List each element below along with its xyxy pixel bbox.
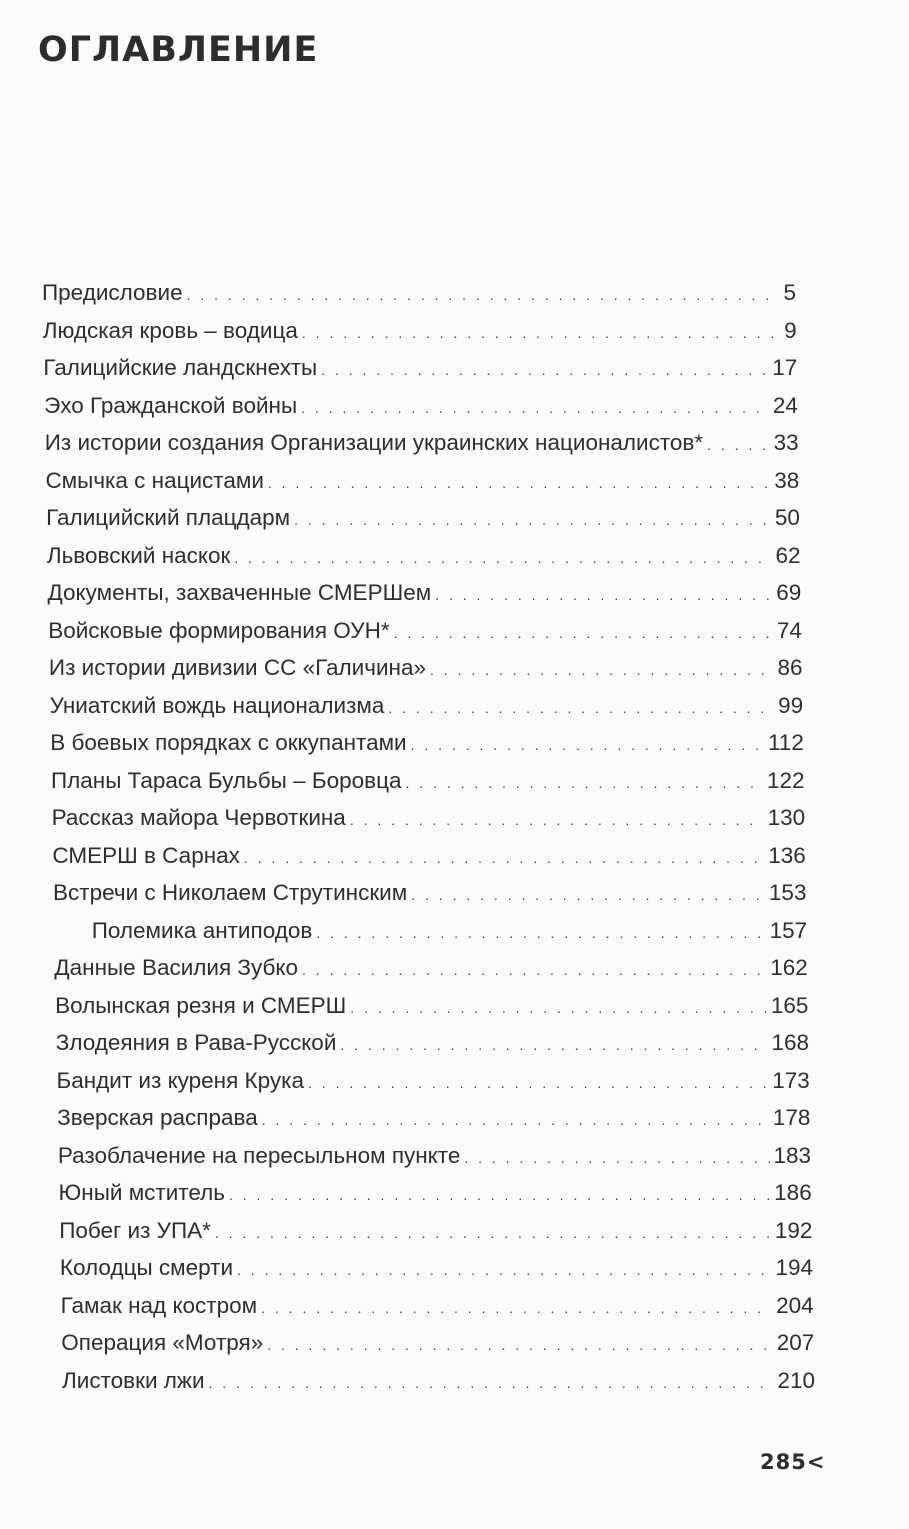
toc-entry-page: 17 <box>772 355 798 381</box>
toc-entry-title: Бандит из куреня Крука <box>56 1067 305 1093</box>
toc-entry-page: 9 <box>784 317 797 343</box>
toc-leader-dots <box>435 587 772 603</box>
toc-leader-dots <box>215 1225 771 1241</box>
toc-entry-title: Юный мститель <box>58 1180 225 1206</box>
toc-entry-title: Униатский вождь национализма <box>49 692 385 718</box>
toc-entry <box>61 1293 814 1325</box>
toc-leader-dots <box>406 775 763 791</box>
toc-entry-title: Полемика антиподов <box>91 917 313 943</box>
toc-leader-dots <box>262 1112 769 1128</box>
toc-entry <box>60 1255 813 1287</box>
toc-entry-title: Злодеяния в Рава-Русской <box>55 1030 337 1056</box>
toc-entry <box>45 430 799 462</box>
toc-entry-title: Планы Тараса Бульбы – Боровца <box>50 767 402 793</box>
toc-leader-dots <box>244 850 764 866</box>
toc-entry-page: 38 <box>774 467 800 493</box>
toc-leader-dots <box>707 437 769 453</box>
toc-leader-dots <box>394 625 773 641</box>
toc-entry-title: Предисловие <box>42 280 183 305</box>
toc-entry-page: 194 <box>775 1255 814 1281</box>
toc-leader-dots <box>187 287 780 303</box>
toc-entry-page: 69 <box>776 580 802 606</box>
toc-entry-title: Операция «Мотря» <box>61 1330 264 1356</box>
toc-entry <box>43 355 797 387</box>
toc-leader-dots <box>340 1037 767 1053</box>
toc-leader-dots <box>302 325 780 341</box>
toc-entry-title: Встречи с Николаем Струтинским <box>53 880 408 906</box>
toc-entry-title: Разоблачение на пересыльном пункте <box>57 1142 461 1168</box>
toc-entry-page: 74 <box>776 617 802 643</box>
toc-entry-title: Галицийский плацдарм <box>46 505 291 531</box>
toc-entry <box>46 505 800 537</box>
page-number: 285< <box>760 1450 826 1474</box>
toc-entry <box>48 580 802 612</box>
toc-entry <box>50 693 804 725</box>
toc-entry <box>49 655 803 687</box>
toc-entry-title: Рассказ майора Червоткина <box>51 805 346 831</box>
toc-entry <box>45 468 799 500</box>
toc-entry-title: В боевых порядках с оккупантами <box>50 730 407 756</box>
toc-entry-page: 204 <box>776 1292 814 1318</box>
toc-entry-page: 183 <box>773 1142 812 1168</box>
toc-leader-dots <box>229 1187 770 1203</box>
toc-entry-title: Колодцы смерти <box>59 1255 234 1281</box>
toc-leader-dots <box>350 1000 767 1016</box>
toc-entry-title: СМЕРШ в Сарнах <box>52 842 240 868</box>
toc-entry-page: 192 <box>774 1217 813 1243</box>
toc-entry-page: 162 <box>770 955 808 981</box>
toc-entry <box>92 918 807 950</box>
toc-entry-title: Смычка с нацистами <box>45 467 264 493</box>
toc-entry-title: Волынская резня и СМЕРШ <box>55 992 347 1018</box>
toc-entry-title: Из истории дивизии СС «Галичина» <box>48 655 426 681</box>
toc-entry <box>52 805 806 837</box>
toc-entry <box>42 280 796 312</box>
toc-entry <box>48 618 802 650</box>
toc-leader-dots <box>294 512 771 528</box>
toc-entry-page: 210 <box>777 1368 815 1393</box>
toc-entry <box>55 993 808 1025</box>
toc-entry <box>53 880 806 912</box>
toc-leader-dots <box>301 400 769 416</box>
toc-leader-dots <box>388 700 774 716</box>
toc-entry <box>61 1330 814 1362</box>
toc-leader-dots <box>350 812 764 828</box>
toc-entry-page: 186 <box>774 1180 812 1206</box>
toc-entry-page: 62 <box>775 542 801 568</box>
toc-entry-title: Львовский наскок <box>46 542 231 568</box>
toc-entry-page: 99 <box>778 692 804 718</box>
toc-entry-title: Документы, захваченные СМЕРШем <box>47 580 432 606</box>
toc-entry <box>47 543 801 575</box>
toc-leader-dots <box>261 1300 772 1316</box>
toc-entry-page: 168 <box>771 1030 810 1056</box>
toc-leader-dots <box>411 887 765 903</box>
toc-entry <box>43 318 797 350</box>
toc-entry-page: 112 <box>767 730 804 756</box>
toc-entry-page: 165 <box>770 992 809 1018</box>
toc-entry-page: 130 <box>767 805 806 831</box>
toc-entry-page: 173 <box>772 1067 810 1093</box>
toc-entry-title: Из истории создания Организации украинских националистов* <box>44 430 704 456</box>
toc-entry <box>56 1030 809 1062</box>
toc-entry <box>50 730 804 762</box>
toc-entry-page: 207 <box>776 1330 815 1356</box>
toc-leader-dots <box>234 550 771 566</box>
toc-entry-page: 136 <box>768 842 806 868</box>
toc-entry <box>59 1180 812 1212</box>
toc-entry <box>62 1368 815 1400</box>
page-heading: ОГЛАВЛЕНИЕ <box>38 30 319 70</box>
toc-leader-dots <box>302 962 766 978</box>
toc-entry-page: 50 <box>774 505 800 531</box>
toc-leader-dots <box>411 737 764 753</box>
toc-leader-dots <box>430 662 774 678</box>
toc-entry <box>57 1105 810 1137</box>
toc-entry-title: Побег из УПА* <box>59 1217 211 1243</box>
toc-entry-page: 24 <box>772 392 798 418</box>
toc-entry <box>54 955 807 987</box>
toc-entry <box>59 1218 812 1250</box>
toc-entry <box>44 393 798 425</box>
toc-entry-title: Данные Василия Зубко <box>54 955 299 981</box>
toc-leader-dots <box>237 1262 771 1278</box>
toc-leader-dots <box>464 1150 769 1166</box>
toc-leader-dots <box>321 362 768 378</box>
toc-entry-page: 33 <box>773 430 799 456</box>
toc-entry-page: 157 <box>769 917 808 943</box>
toc-leader-dots <box>209 1375 774 1391</box>
toc-entry-title: Эхо Гражданской войны <box>44 392 298 418</box>
toc-entry-title: Людская кровь – водица <box>42 317 298 343</box>
toc-entry <box>51 768 805 800</box>
toc-entry-title: Зверская расправа <box>57 1105 258 1131</box>
toc-entry-page: 153 <box>768 880 807 906</box>
toc-entry-title: Войсковые формирования ОУН* <box>48 617 390 643</box>
toc-entry-page: 122 <box>766 767 805 793</box>
toc-entry-title: Листовки лжи <box>62 1368 205 1393</box>
toc-leader-dots <box>308 1075 768 1091</box>
toc-leader-dots <box>267 1337 773 1353</box>
toc-entry <box>58 1143 811 1175</box>
toc-entry-title: Галицийские ландскнехты <box>43 355 318 381</box>
toc-entry-title: Гамак над костром <box>60 1292 258 1318</box>
toc-entry-page: 5 <box>783 280 796 305</box>
toc-entry <box>56 1068 809 1100</box>
toc-leader-dots <box>316 925 765 941</box>
toc-entry-page: 86 <box>777 655 803 681</box>
toc-leader-dots <box>268 475 770 491</box>
toc-entry <box>52 843 805 875</box>
toc-entry-page: 178 <box>772 1105 811 1131</box>
